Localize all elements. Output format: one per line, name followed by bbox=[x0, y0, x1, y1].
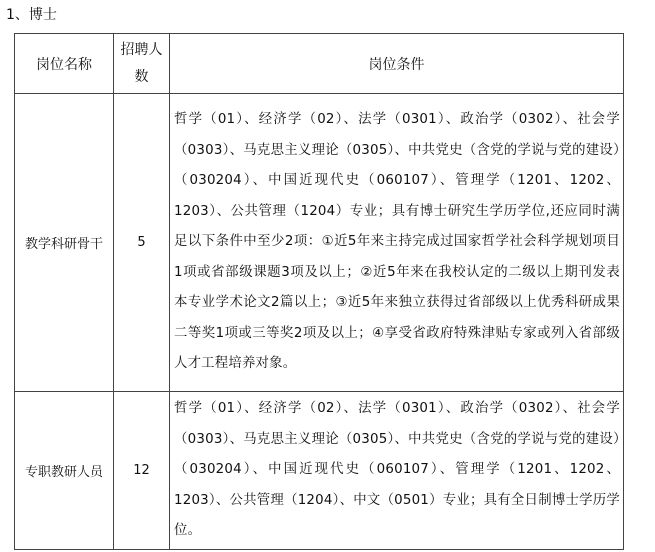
cell-hiring-count: 12 bbox=[114, 392, 170, 550]
positions-table bbox=[14, 33, 624, 550]
header-requirements: 岗位条件 bbox=[170, 34, 624, 94]
cell-hiring-count: 5 bbox=[114, 94, 170, 392]
header-hiring-count: 招聘人数 bbox=[114, 34, 170, 94]
cell-position-name: 专职教研人员 bbox=[15, 392, 114, 550]
section-title: 1、博士 bbox=[6, 7, 57, 23]
table-row bbox=[15, 94, 624, 392]
header-position-name: 岗位名称 bbox=[15, 34, 114, 94]
cell-position-name: 教学科研骨干 bbox=[15, 94, 114, 392]
table-row bbox=[15, 392, 624, 550]
cell-requirements: 哲学（01）、经济学（02）、法学（0301）、政治学（0302）、社会学（0303）、马克思主义理论（0305）、中共党史（含党的学说与党的建设）（030204）、中国近现代史（060107）、管理学（1201、1202、1203）、公共管理（1204）专业；具有博士研究生学历学位,还应同时满足以下条件中至少2项：①近5年来主持完成过国家哲学社会科学规划项目1项或省部级课题3项及以上；②近5年来在我校认定的二级以上期刊发表本专业学术论文2篇以上；③近5年来独立获得过省部级以上优秀科研成果二等奖1项或三等奖2项及以上；④享受省政府特殊津贴专家或列入省部级人才工程培养对象。 bbox=[170, 94, 624, 392]
table-header-row bbox=[15, 34, 624, 94]
cell-requirements: 哲学（01）、经济学（02）、法学（0301）、政治学（0302）、社会学（0303）、马克思主义理论（0305）、中共党史（含党的学说与党的建设）（030204）、中国近现代史（060107）、管理学（1201、1202、1203）、公共管理（1204）、中文（0501）专业；具有全日制博士学历学位。 bbox=[170, 392, 624, 550]
